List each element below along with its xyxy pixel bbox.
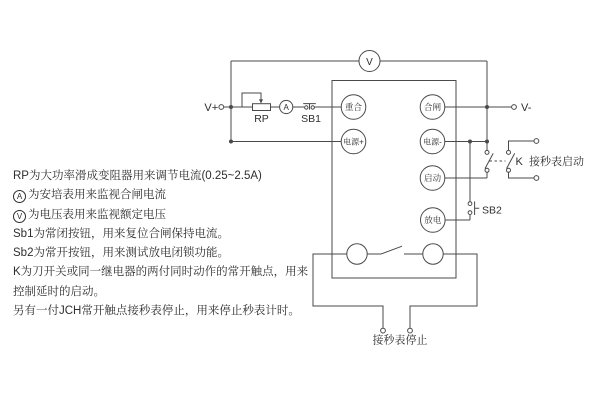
terminal-power-plus <box>341 129 366 154</box>
rheostat-body-icon <box>253 104 271 111</box>
ammeter-label: A <box>283 103 289 112</box>
terminal-reclose <box>341 95 366 120</box>
terminal-start-label: 启动 <box>423 173 442 184</box>
right-side-wires <box>445 107 512 220</box>
v-minus-terminal-icon <box>512 105 517 110</box>
stopwatch-start-terminal-top <box>534 139 539 144</box>
terminal-close <box>420 95 445 120</box>
legend-notes <box>13 167 323 321</box>
rheostat-rp <box>242 93 271 125</box>
stopwatch-stop-terminal-right <box>408 328 413 333</box>
terminal-close-label: 合闸 <box>423 102 442 113</box>
jch-contact-terminal-left <box>347 244 367 264</box>
voltmeter <box>359 51 380 72</box>
v-plus-terminal-icon <box>219 105 224 110</box>
note-rp: RP为大功率滑成变阻器用来调节电流(0.25~2.5A) <box>13 170 262 182</box>
note-voltmeter: V 为电压表用来监视额定电压 <box>13 206 323 225</box>
v-minus-label: V- <box>521 102 532 114</box>
k-switch <box>485 139 584 181</box>
terminal-discharge-label: 放电 <box>424 215 442 226</box>
sb2-button <box>468 201 502 216</box>
note-ammeter: A 为安培表用来监视合闸电流 <box>13 186 323 205</box>
v-plus-terminal <box>204 102 233 144</box>
note-sb1: Sb1为常闭按钮，用来复位合闸保持电流。 <box>13 227 229 240</box>
note-sb2: Sb2为常开按钮，用来测试放电闭锁功能。 <box>13 247 229 260</box>
stopwatch-start-label: 接秒表启动 <box>529 156 584 168</box>
v-plus-label: V+ <box>204 102 219 114</box>
terminal-power-plus-label: 电源+ <box>343 137 364 147</box>
voltmeter-symbol-icon: V <box>13 210 26 223</box>
voltmeter-label: V <box>366 56 373 68</box>
terminal-discharge <box>421 208 446 233</box>
terminal-start <box>420 166 445 191</box>
sb2-label: SB2 <box>482 204 502 217</box>
note-jch: 另有一付JCH常开触点接秒表停止，用来停止秒表计时。 <box>13 305 300 318</box>
terminal-reclose-label: 重合 <box>344 102 363 113</box>
terminal-power-minus-label: 电源- <box>423 137 442 147</box>
rheostat-label: RP <box>254 113 269 125</box>
terminal-power-minus <box>420 129 445 154</box>
stopwatch-stop-terminal-left <box>381 328 386 333</box>
junction-dot <box>485 140 489 144</box>
sb1-label: SB1 <box>301 113 321 125</box>
jch-contact-terminal-right <box>423 244 443 264</box>
note-k-2: 控制延时的启动。 <box>13 285 105 298</box>
jch-contact <box>347 244 443 264</box>
stopwatch-start-terminal-bottom <box>534 176 539 181</box>
junction-dot <box>468 140 472 144</box>
stopwatch-stop-label: 接秒表停止 <box>372 334 428 347</box>
ammeter-symbol-icon: A <box>13 190 26 203</box>
note-k-1: K为刀开关或同一继电器的两付同时动作的常开触点，用来 <box>13 266 309 279</box>
v-minus-terminal <box>485 102 532 114</box>
ammeter <box>280 100 293 113</box>
stopwatch-stop-wiring <box>313 254 477 333</box>
k-label: K <box>515 156 523 168</box>
